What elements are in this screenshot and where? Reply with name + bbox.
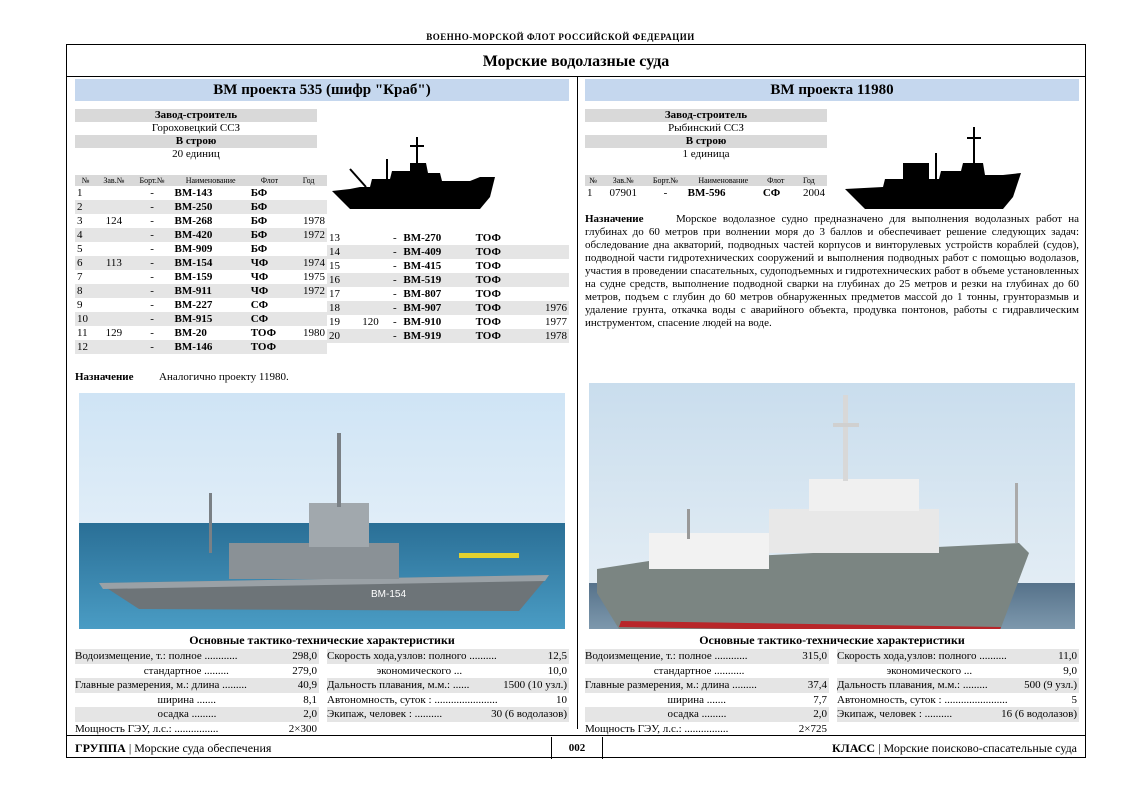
cell-name: ВМ-909 (174, 243, 213, 255)
page-number: 002 (551, 737, 603, 759)
table-row (75, 340, 327, 354)
footer (67, 737, 1085, 759)
table-row (75, 186, 327, 200)
cell-n: 16 (327, 273, 353, 287)
spec-value: 10 (556, 693, 567, 706)
spec-label: Мощность ГЭУ, л.с.: ................ (75, 722, 219, 735)
cell-fleet: ТОФ (474, 329, 525, 343)
spec-label: экономического ... (327, 664, 463, 677)
cell-name: ВМ-415 (403, 260, 442, 272)
spec-row (327, 664, 569, 679)
spec-row (75, 722, 319, 737)
table-row (75, 312, 327, 326)
spec-row (75, 664, 319, 679)
cell-name: ВМ-20 (174, 327, 207, 339)
table-row (75, 214, 327, 228)
spec-row (327, 678, 569, 693)
ship-photo-left (79, 393, 565, 629)
table-row (327, 273, 569, 287)
cell-year: 1975 (303, 271, 325, 283)
spec-label: ширина ....... (75, 693, 217, 706)
right-specs-b (837, 649, 1079, 722)
cell-bort: - (150, 187, 154, 199)
cell-name: ВМ-596 (687, 187, 726, 199)
spec-value: 1500 (10 узл.) (503, 679, 567, 691)
cell-year (524, 287, 569, 301)
cell-zav (96, 228, 131, 242)
table-row (585, 186, 827, 200)
cell-name: ВМ-919 (401, 329, 473, 343)
purpose-label: Назначение (585, 213, 644, 225)
cell-year: 1980 (303, 327, 325, 339)
cell-n: 18 (327, 301, 353, 315)
col-no-header: № (75, 175, 96, 186)
group-value: Морские суда обеспечения (134, 741, 272, 755)
spec-value: 2×300 (288, 722, 317, 735)
spec-row (327, 693, 569, 708)
left-info (75, 109, 317, 161)
cell-bort: - (150, 215, 154, 227)
left-specs-title: Основные тактико-технические характеристики (189, 633, 455, 647)
spec-label: осадка ......... (75, 708, 217, 720)
class-info: КЛАСС | Морские поисково-спасательные суда (832, 741, 1077, 755)
spec-label: Главные размерения, м.: длина ......... (75, 679, 247, 691)
cell-zav: 124 (105, 215, 123, 227)
cell-bort: - (132, 228, 173, 242)
cell-fleet: ТОФ (475, 232, 501, 244)
spec-value: 279,0 (292, 664, 317, 677)
table-row (327, 231, 569, 245)
cell-bort: - (150, 271, 154, 283)
spec-value: 10,0 (547, 664, 567, 677)
cell-name: ВМ-807 (403, 288, 442, 300)
cell-fleet: БФ (250, 243, 268, 255)
divider (67, 76, 1085, 77)
cell-fleet: ЧФ (250, 271, 269, 283)
table-row (327, 259, 569, 273)
spec-value: 315,0 (802, 650, 827, 662)
spec-value: 2,0 (813, 708, 827, 720)
datasheet-frame (66, 44, 1086, 758)
cell-year: 1977 (545, 316, 567, 328)
cell-n: 5 (77, 243, 83, 255)
col-bort-header: Борт.№ (132, 175, 173, 186)
cell-year (290, 312, 327, 326)
ships-table-right (585, 175, 827, 200)
cell-name: ВМ-143 (174, 187, 213, 199)
left-title: ВМ проекта 535 (шифр "Краб") (75, 79, 569, 101)
cell-fleet: СФ (762, 187, 781, 199)
spec-row (837, 678, 1079, 693)
cell-year: 2004 (803, 187, 825, 199)
spec-label: Скорость хода,узлов: полного .......... (837, 650, 1007, 662)
cell-fleet: БФ (249, 228, 291, 242)
cell-bort: - (392, 260, 397, 272)
cell-bort: - (388, 273, 401, 287)
col-fleet-header: Флот (761, 175, 791, 186)
cell-fleet: ТОФ (474, 273, 525, 287)
cell-name: ВМ-915 (173, 312, 249, 326)
cell-year: 1972 (290, 284, 327, 298)
cell-fleet: БФ (249, 200, 291, 214)
cell-name: ВМ-519 (401, 273, 473, 287)
footer-divider (67, 735, 1085, 736)
purpose-text: Аналогично проекту 11980. (159, 371, 289, 383)
spec-label: Скорость хода,узлов: полного .......... (327, 650, 497, 662)
ships-table-left (75, 175, 327, 354)
left-column (75, 79, 569, 735)
cell-n: 3 (77, 215, 83, 227)
page-title: Морские водолазные суда (482, 53, 670, 70)
spec-label: Водоизмещение, т.: полное ............ (75, 650, 238, 662)
spec-value: 2,0 (303, 708, 317, 720)
cell-fleet: ТОФ (474, 301, 525, 315)
cell-name: ВМ-159 (174, 271, 213, 283)
cell-name: ВМ-154 (173, 256, 249, 270)
table-row (75, 298, 327, 312)
cell-year: 1978 (303, 215, 325, 227)
cell-name: ВМ-907 (401, 301, 473, 315)
cell-n: 8 (75, 284, 96, 298)
cell-bort: - (388, 301, 401, 315)
cell-name: ВМ-270 (403, 232, 442, 244)
spec-row (837, 664, 1079, 679)
cell-n: 9 (77, 299, 83, 311)
builder-label: Завод-строитель (585, 109, 827, 122)
right-specs-a (585, 649, 829, 736)
spec-label: Дальность плавания, м.м.: ...... (327, 679, 470, 691)
cell-name: ВМ-250 (173, 200, 249, 214)
cell-fleet: ТОФ (475, 288, 501, 300)
table-row (75, 284, 327, 298)
table-row (327, 301, 569, 315)
right-title: ВМ проекта 11980 (585, 79, 1079, 101)
cell-bort: - (392, 316, 397, 328)
cell-n: 4 (75, 228, 96, 242)
purpose-label: Назначение (75, 371, 134, 383)
spec-label: Автономность, суток : ....................... (837, 693, 1008, 706)
left-specs-a (75, 649, 319, 736)
spec-label: Экипаж, человек : .......... (837, 708, 953, 720)
cell-n: 10 (75, 312, 96, 326)
cell-zav (96, 312, 131, 326)
cell-zav (353, 273, 388, 287)
cell-zav (96, 270, 131, 284)
cell-year (524, 273, 569, 287)
cell-zav (96, 298, 131, 312)
spec-value: 11,0 (1058, 650, 1077, 662)
cell-n: 17 (329, 288, 340, 300)
cell-bort: - (132, 340, 173, 354)
cell-bort: - (392, 232, 397, 244)
cell-year (524, 245, 569, 259)
spec-label: Дальность плавания, м.м.: ......... (837, 679, 988, 691)
ship-silhouette-icon (330, 129, 500, 217)
table-row (75, 200, 327, 214)
spec-value: 37,4 (807, 679, 827, 691)
cell-n: 2 (75, 200, 96, 214)
cell-zav (96, 186, 131, 200)
table-row (75, 242, 327, 256)
spec-value: 298,0 (292, 650, 317, 662)
hull-number: ВМ-154 (371, 589, 407, 600)
cell-bort: - (150, 243, 154, 255)
cell-fleet: ТОФ (249, 340, 291, 354)
cell-year (290, 200, 327, 214)
spec-row (75, 649, 319, 664)
cell-name: ВМ-420 (173, 228, 249, 242)
col-year-header: Год (791, 175, 827, 186)
cell-bort: - (132, 200, 173, 214)
cell-zav (353, 301, 388, 315)
cell-year (290, 340, 327, 354)
spec-row (585, 678, 829, 693)
cell-fleet: ТОФ (475, 316, 501, 328)
spec-row (837, 707, 1079, 722)
cell-n: 1 (587, 187, 593, 199)
cell-bort: - (663, 187, 668, 199)
cell-bort: - (388, 329, 401, 343)
spec-value: 16 (6 водолазов) (1001, 708, 1077, 720)
cell-n: 12 (75, 340, 96, 354)
cell-fleet: ТОФ (250, 327, 277, 339)
cell-fleet: БФ (250, 187, 268, 199)
col-fleet-header: Флот (249, 175, 291, 186)
spec-value: 9,0 (1063, 664, 1077, 677)
cell-zav: 07901 (609, 187, 637, 199)
right-info (585, 109, 827, 161)
table-row (75, 326, 327, 340)
cell-n: 14 (327, 245, 353, 259)
spec-value: 12,5 (547, 650, 567, 662)
cell-year: 1974 (290, 256, 327, 270)
col-name-header: Наименование (686, 175, 761, 186)
cell-year (290, 186, 327, 200)
cell-fleet: ТОФ (474, 245, 525, 259)
cell-n: 11 (77, 327, 88, 339)
col-year-header: Год (290, 175, 327, 186)
col-bort-header: Борт.№ (645, 175, 685, 186)
cell-n: 19 (329, 316, 340, 328)
spec-row (75, 707, 319, 722)
spec-label: Автономность, суток : ....................... (327, 693, 498, 706)
cell-year: 1978 (524, 329, 569, 343)
cell-n: 13 (329, 232, 340, 244)
cell-name: ВМ-910 (403, 316, 442, 328)
spec-label: осадка ......... (585, 708, 727, 720)
cell-bort: - (388, 245, 401, 259)
cell-n: 1 (77, 187, 83, 199)
spec-row (327, 707, 569, 722)
cell-zav (353, 231, 388, 245)
builder-label: Завод-строитель (75, 109, 317, 122)
cell-name: ВМ-146 (173, 340, 249, 354)
cell-n: 6 (75, 256, 96, 270)
ship-silhouette-icon (843, 123, 1025, 217)
cell-zav: 113 (96, 256, 131, 270)
spec-label: стандартное ......... (75, 664, 229, 677)
service-value: 1 единица (682, 148, 730, 160)
cell-bort: - (150, 327, 154, 339)
cell-n: 20 (327, 329, 353, 343)
spec-label: Главные размерения, м.: длина ......... (585, 679, 757, 691)
spec-row (585, 707, 829, 722)
table-row (327, 315, 569, 329)
spec-row (837, 693, 1079, 708)
col-zav-header: Зав.№ (601, 175, 645, 186)
spec-label: ширина ....... (585, 693, 727, 706)
cell-n: 15 (329, 260, 340, 272)
table-row (327, 329, 569, 343)
cell-year (290, 298, 327, 312)
cell-name: ВМ-268 (174, 215, 213, 227)
purpose-text: Морское водолазное судно предназначено для выполнения водолазных работ на глубинах до 60 метров при волнении моря до 3 баллов и обеспечивает решение следующих задач: обследование дна акваторий, подводных частей корпусов и винторулевых устройств кораблей (судов), подводной части гидротехнических сооружений и выполнения подводных работ с помощью водолазов, участия в проведении спасательных, судоподъемных и гидротехнических работ в объеме установленных на судне средств, выполнение подводной сварки на глубинах до 25 метров и резки на глубинах до 60 метров, подъем с глубин до 60 метров обнаруженных предметов массой до 1 тонны, грунторазмыв и удаление грунта, откачка воды с аварийного объекта, продувка понтонов, работы с гидравлическим инструментом, спасение людей на воде. (585, 213, 1079, 329)
table-row (75, 256, 327, 270)
group-info: ГРУППА | Морские суда обеспечения (75, 741, 272, 755)
spec-row (585, 693, 829, 708)
cell-zav (353, 287, 388, 301)
cell-name: ВМ-911 (173, 284, 249, 298)
cell-year: 1972 (290, 228, 327, 242)
service-label: В строю (585, 135, 827, 148)
cell-fleet: ТОФ (475, 260, 501, 272)
spec-value: 5 (1071, 693, 1077, 706)
cell-bort: - (132, 284, 173, 298)
cell-name: ВМ-409 (401, 245, 473, 259)
cell-fleet: БФ (250, 215, 268, 227)
cell-zav (96, 242, 131, 256)
spec-label: Экипаж, человек : .......... (327, 708, 443, 720)
cell-year: 1976 (524, 301, 569, 315)
service-value: 20 единиц (172, 148, 220, 160)
spec-value: 30 (6 водолазов) (491, 708, 567, 720)
cell-fleet: ЧФ (249, 256, 291, 270)
spec-label: экономического ... (837, 664, 973, 677)
spec-row (837, 649, 1079, 664)
spec-row (585, 649, 829, 664)
cell-bort: - (392, 288, 397, 300)
table-row (75, 228, 327, 242)
builder-value: Рыбинский ССЗ (668, 122, 744, 134)
group-label: ГРУППА (75, 741, 126, 755)
builder-value: Гороховецкий ССЗ (151, 122, 241, 134)
cell-year (524, 231, 569, 245)
spec-row (75, 678, 319, 693)
class-label: КЛАСС (832, 741, 876, 755)
col-name-header: Наименование (173, 175, 249, 186)
spec-value: 40,9 (297, 679, 317, 691)
spec-row (327, 649, 569, 664)
class-value: Морские поисково-спасательные суда (883, 741, 1077, 755)
table-row (75, 270, 327, 284)
ship-photo-right (589, 383, 1075, 629)
service-label: В строю (75, 135, 317, 148)
ships-table-left-2 (327, 231, 569, 343)
col-zav-header: Зав.№ (96, 175, 131, 186)
spec-label: стандартное ........... (585, 664, 745, 677)
cell-zav: 129 (105, 327, 123, 339)
spec-value: 7,7 (813, 693, 827, 706)
table-row (327, 245, 569, 259)
cell-zav (96, 340, 131, 354)
cell-zav: 120 (362, 316, 379, 328)
left-purpose (75, 371, 569, 384)
right-column (585, 79, 1079, 735)
right-purpose (585, 213, 1079, 330)
cell-bort: - (132, 256, 173, 270)
cell-fleet: ЧФ (249, 284, 291, 298)
cell-zav (353, 259, 388, 273)
cell-zav (353, 329, 388, 343)
left-specs-b (327, 649, 569, 722)
spec-value: 8,1 (303, 693, 317, 706)
cell-bort: - (150, 299, 154, 311)
cell-name: ВМ-227 (174, 299, 213, 311)
spec-label: Мощность ГЭУ, л.с.: ................ (585, 722, 729, 735)
cell-fleet: СФ (249, 312, 291, 326)
cell-bort: - (132, 312, 173, 326)
spec-value: 500 (9 узл.) (1024, 679, 1077, 691)
right-specs-title: Основные тактико-технические характеристики (699, 633, 965, 647)
cell-year (290, 242, 327, 256)
cell-year (524, 259, 569, 273)
spec-row (585, 664, 829, 679)
spec-row (75, 693, 319, 708)
cell-zav (353, 245, 388, 259)
cell-fleet: СФ (250, 299, 269, 311)
column-divider (577, 77, 578, 729)
org-header: ВОЕННО-МОРСКОЙ ФЛОТ РОССИЙСКОЙ ФЕДЕРАЦИИ (426, 32, 695, 42)
col-no-header: № (585, 175, 601, 186)
cell-zav (96, 200, 131, 214)
table-row (327, 287, 569, 301)
spec-value: 2×725 (798, 722, 827, 735)
cell-n: 7 (77, 271, 83, 283)
cell-zav (96, 284, 131, 298)
spec-label: Водоизмещение, т.: полное ............ (585, 650, 748, 662)
spec-row (585, 722, 829, 737)
